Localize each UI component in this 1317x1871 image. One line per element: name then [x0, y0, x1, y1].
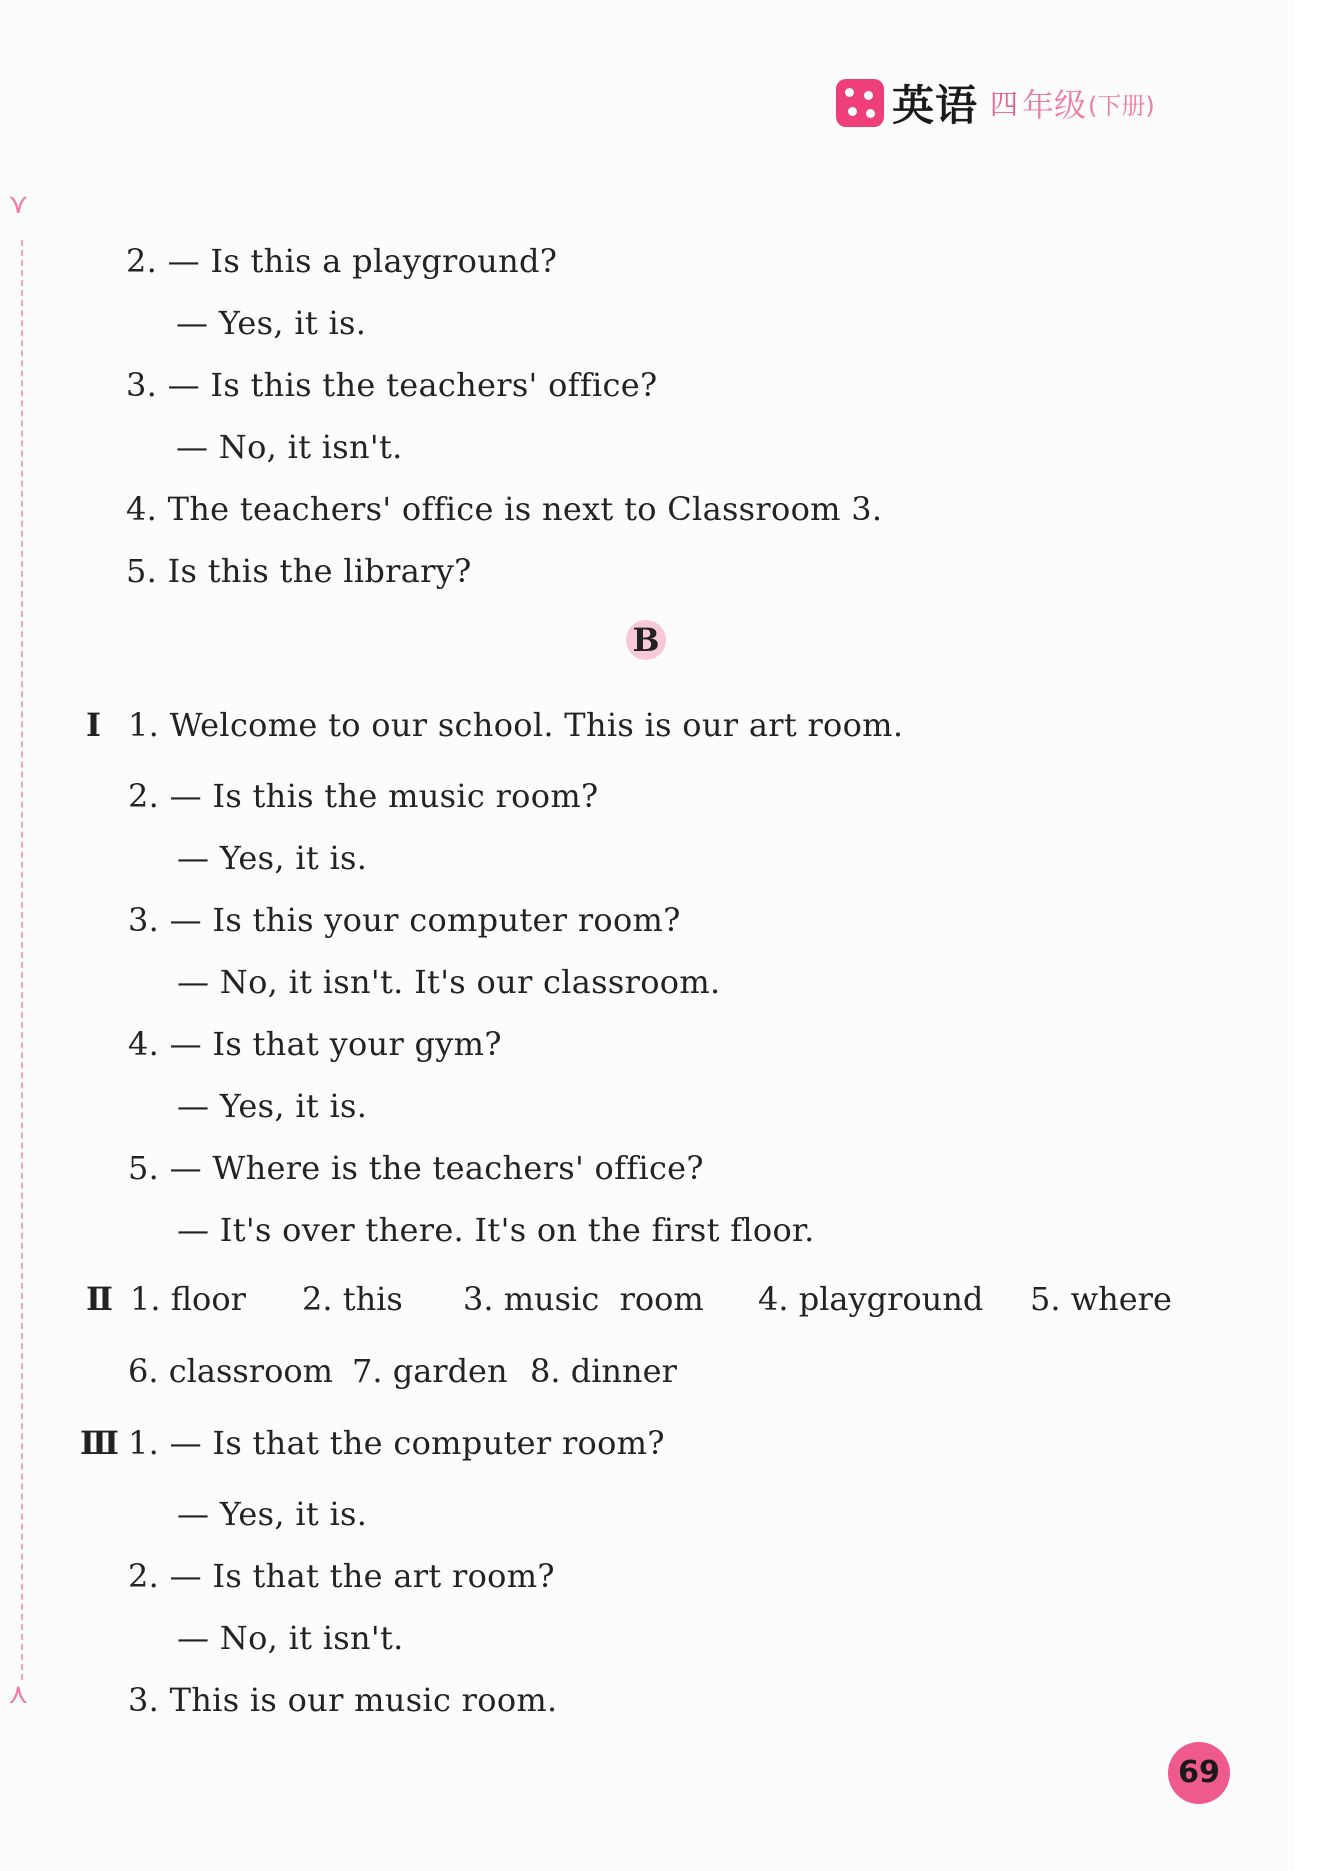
word-item: 3. music room — [463, 1280, 704, 1318]
answer-line: — Yes, it is. — [176, 304, 367, 342]
arrow-top-icon: ⋎ — [8, 187, 29, 220]
page-header — [836, 78, 1155, 128]
answer-line: 3. — Is this your computer room? — [128, 901, 681, 939]
answer-line: — No, it isn't. — [177, 1619, 404, 1657]
subject-title: 英语 — [892, 81, 979, 130]
word-item: 4. playground — [758, 1280, 984, 1318]
answer-line: 4. The teachers' office is next to Classroom 3. — [126, 490, 883, 528]
answer-line: 1. — Is that the computer room? — [128, 1424, 665, 1462]
page-number: 69 — [1168, 1742, 1230, 1804]
answer-line: 3. — Is this the teachers' office? — [126, 366, 658, 404]
word-item: 7. garden — [352, 1352, 508, 1390]
answer-line: 1. Welcome to our school. This is our art room. — [128, 706, 904, 744]
answer-line: — No, it isn't. — [176, 428, 403, 466]
page-edge — [1295, 0, 1317, 1871]
dice-logo-icon — [836, 79, 884, 127]
answer-line: — Yes, it is. — [177, 1495, 368, 1533]
section-3-label: Ⅲ — [80, 1424, 119, 1462]
section-1-label: Ⅰ — [86, 706, 101, 744]
word-item: 5. where — [1030, 1280, 1172, 1318]
answer-line: 5. — Where is the teachers' office? — [128, 1149, 704, 1187]
answer-line: 2. — Is this a playground? — [126, 242, 558, 280]
answer-line: 2. — Is that the art room? — [128, 1557, 555, 1595]
word-item: 6. classroom — [128, 1352, 333, 1390]
answer-line: 2. — Is this the music room? — [128, 777, 599, 815]
section-b-heading: B — [626, 620, 666, 660]
answer-line: 3. This is our music room. — [128, 1681, 558, 1719]
answer-line: — Yes, it is. — [177, 1087, 368, 1125]
dashed-line — [21, 240, 23, 1680]
margin-decoration — [6, 187, 40, 1730]
word-item: 2. this — [302, 1280, 403, 1318]
answer-line: — Yes, it is. — [177, 839, 368, 877]
answer-line: 4. — Is that your gym? — [128, 1025, 502, 1063]
grade-label — [990, 80, 1155, 126]
word-item: 1. floor — [130, 1280, 246, 1318]
answer-line: 5. Is this the library? — [126, 552, 472, 590]
volume-text: (下册) — [1088, 91, 1155, 120]
arrow-bottom-icon: ⋏ — [8, 1677, 29, 1710]
grade-text: 年级 — [1022, 86, 1087, 124]
grade-mark-icon: 四 — [990, 88, 1019, 121]
section-2-label: Ⅱ — [86, 1280, 113, 1318]
answer-line: — No, it isn't. It's our classroom. — [177, 963, 721, 1001]
answer-line: — It's over there. It's on the first floor. — [177, 1211, 815, 1249]
word-item: 8. dinner — [530, 1352, 677, 1390]
